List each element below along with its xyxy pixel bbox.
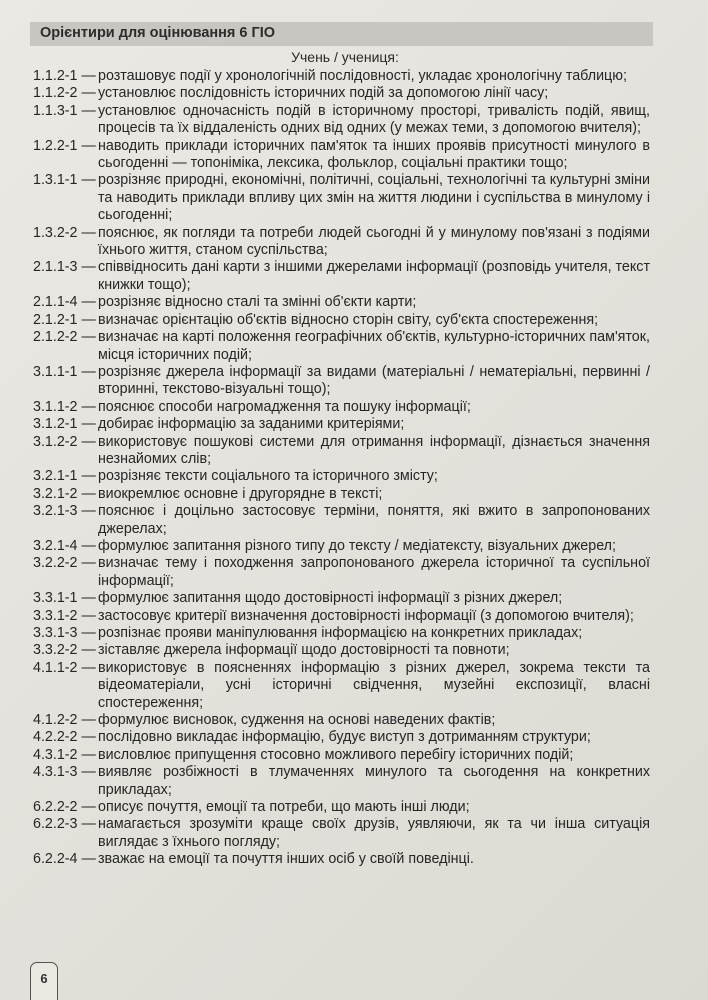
criteria-item [0, 225, 690, 260]
criteria-item [0, 851, 690, 868]
criteria-item [0, 434, 690, 469]
criteria-item [0, 747, 690, 764]
criteria-code: 1.1.3-1 — [33, 102, 96, 119]
criteria-text: розрізняє тексти соціального та історичного змісту; [98, 468, 438, 485]
criteria-text: установлює одночасність подій в історичному просторі, тривалість подій, явищ, процесів та їх віддаленість одних від одних (у межах теми, з допомогою вчителя); [98, 102, 650, 137]
criteria-text: установлює послідовність історичних подій за допомогою лінії часу; [98, 85, 549, 102]
section-title: Орієнтири для оцінювання 6 ГІО [40, 25, 276, 41]
criteria-code: 6.2.2-2 — [33, 799, 96, 816]
criteria-text: визначає тему і походження запропонованого джерела історичної та суспільної інформації; [98, 555, 650, 589]
criteria-code: 3.1.1-2 — [33, 398, 96, 415]
criteria-item [0, 294, 690, 311]
criteria-item [0, 85, 690, 102]
criteria-item [0, 764, 690, 799]
criteria-item [0, 660, 690, 712]
criteria-code: 3.1.2-1 — [33, 416, 96, 433]
criteria-code: 1.3.2-2 — [33, 224, 96, 241]
criteria-text: визначає на карті положення географічних об'єктів, культурно-історичних пам'яток, місця історичних подій; [98, 329, 650, 363]
criteria-code: 3.2.1-4 — [33, 537, 96, 554]
criteria-text: використовує в поясненнях інформацію з різних джерел, зокрема тексти та відеоматеріали, усні історичні свідчення, музейні експозиції, власні спостереження; [98, 659, 650, 711]
criteria-text: розрізняє відносно сталі та змінні об'єкти карти; [98, 294, 417, 311]
criteria-item [0, 816, 690, 851]
criteria-code: 4.2.2-2 — [33, 729, 96, 746]
criteria-code: 3.1.2-2 — [33, 433, 96, 450]
criteria-code: 3.3.2-2 — [33, 642, 96, 659]
criteria-text: пояснює, як погляди та потреби людей сьогодні й у минулому пов'язані з подіями їхнього життя, станом суспільства; [98, 224, 650, 259]
criteria-item [0, 364, 690, 399]
criteria-item [0, 416, 690, 433]
criteria-text: послідовно викладає інформацію, будує виступ з дотриманням структури; [98, 729, 591, 746]
criteria-item [0, 799, 690, 816]
criteria-code: 4.3.1-2 — [33, 746, 96, 763]
criteria-text: намагається зрозуміти краще своїх друзів, уявляючи, як та чи інша ситуація виглядає з їхнього погляду; [98, 816, 650, 850]
criteria-item [0, 172, 690, 224]
criteria-code: 6.2.2-4 — [33, 851, 96, 868]
criteria-text: формулює запитання щодо достовірності інформації з різних джерел; [98, 590, 563, 607]
criteria-code: 2.1.2-2 — [33, 329, 96, 346]
page-tab [30, 962, 58, 1000]
criteria-code: 1.3.1-1 — [33, 172, 96, 189]
criteria-text: добирає інформацію за заданими критеріями; [98, 416, 405, 433]
subtitle: Учень / учениця: [291, 49, 399, 65]
criteria-item [0, 538, 690, 555]
criteria-text: виокремлює основне і другорядне в тексті; [98, 485, 383, 502]
criteria-code: 3.2.1-1 — [33, 468, 96, 485]
criteria-code: 2.1.1-4 — [33, 294, 96, 311]
criteria-code: 3.3.1-1 — [33, 590, 96, 607]
criteria-code: 1.2.2-1 — [33, 137, 96, 154]
criteria-text: розташовує події у хронологічній послідовності, укладає хронологічну таблицю; [98, 68, 627, 84]
criteria-code: 4.1.1-2 — [33, 659, 96, 676]
criteria-item [0, 590, 690, 607]
page-number: 6 [40, 971, 48, 986]
criteria-item [0, 329, 690, 364]
criteria-item [0, 503, 690, 538]
criteria-code: 3.2.1-2 — [33, 485, 96, 502]
criteria-text: співвідносить дані карти з іншими джерелами інформації (розповідь учителя, текст книжки тощо); [98, 259, 650, 293]
criteria-text: розпізнає прояви маніпулювання інформацією на конкретних прикладах; [98, 625, 583, 641]
criteria-text: пояснює і доцільно застосовує терміни, поняття, які вжито в запропонованих джерелах; [98, 503, 650, 537]
criteria-code: 3.2.1-3 — [33, 503, 96, 520]
criteria-text: пояснює способи нагромадження та пошуку інформації; [98, 398, 471, 415]
criteria-item [0, 712, 690, 729]
criteria-code: 1.1.2-1 — [33, 68, 96, 84]
criteria-code: 3.3.1-3 — [33, 625, 96, 641]
criteria-text: формулює запитання різного типу до тексту / медіатексту, візуальних джерел; [98, 537, 616, 554]
criteria-text: визначає орієнтацію об'єктів відносно сторін світу, суб'єкта спостереження; [98, 311, 599, 328]
criteria-item [0, 729, 690, 746]
criteria-item [0, 555, 690, 590]
criteria-list [0, 68, 690, 869]
criteria-code: 3.3.1-2 — [33, 607, 96, 624]
criteria-code: 1.1.2-2 — [33, 85, 96, 102]
criteria-code: 2.1.2-1 — [33, 311, 96, 328]
criteria-item [0, 468, 690, 485]
criteria-item [0, 138, 690, 173]
criteria-text: наводить приклади історичних пам'яток та інших проявів присутності минулого в сьогоденні — топоніміка, лексика, фольклор, соціальні практики тощо; [98, 137, 650, 172]
criteria-item [0, 103, 690, 138]
criteria-text: зважає на емоції та почуття інших осіб у своїй поведінці. [98, 851, 474, 868]
criteria-text: застосовує критерії визначення достовірності інформації (з допомогою вчителя); [98, 607, 634, 624]
criteria-text: розрізняє джерела інформації за видами (матеріальні / нематеріальні, первинні / вторинні, текстово-візуальні тощо); [98, 363, 650, 398]
criteria-item [0, 608, 690, 625]
criteria-code: 2.1.1-3 — [33, 259, 96, 276]
criteria-code: 4.3.1-3 — [33, 764, 96, 781]
criteria-code: 3.1.1-1 — [33, 363, 96, 380]
criteria-item [0, 625, 690, 642]
section-header [30, 22, 653, 46]
criteria-text: висловлює припущення стосовно можливого перебігу історичних подій; [98, 746, 574, 763]
criteria-text: виявляє розбіжності в тлумаченнях минулого та сьогодення на конкретних прикладах; [98, 764, 650, 798]
criteria-item [0, 259, 690, 294]
criteria-code: 6.2.2-3 — [33, 816, 96, 833]
criteria-code: 3.2.2-2 — [33, 555, 96, 572]
criteria-text: зіставляє джерела інформації щодо достовірності та повноти; [98, 642, 510, 659]
criteria-item [0, 486, 690, 503]
criteria-text: використовує пошукові системи для отримання інформації, дізнається значення незнайомих слів; [98, 433, 650, 467]
criteria-item [0, 642, 690, 659]
criteria-item [0, 399, 690, 416]
criteria-text: формулює висновок, судження на основі наведених фактів; [98, 712, 496, 729]
criteria-item [0, 68, 690, 85]
criteria-code: 4.1.2-2 — [33, 712, 96, 729]
criteria-item [0, 312, 690, 329]
criteria-text: розрізняє природні, економічні, політичні, соціальні, технологічні та культурні зміни та наводить приклади впливу цих змін на життя людини і суспільства в минулому і сьогоденні; [98, 172, 650, 224]
criteria-text: описує почуття, емоції та потреби, що мають інші люди; [98, 799, 470, 816]
